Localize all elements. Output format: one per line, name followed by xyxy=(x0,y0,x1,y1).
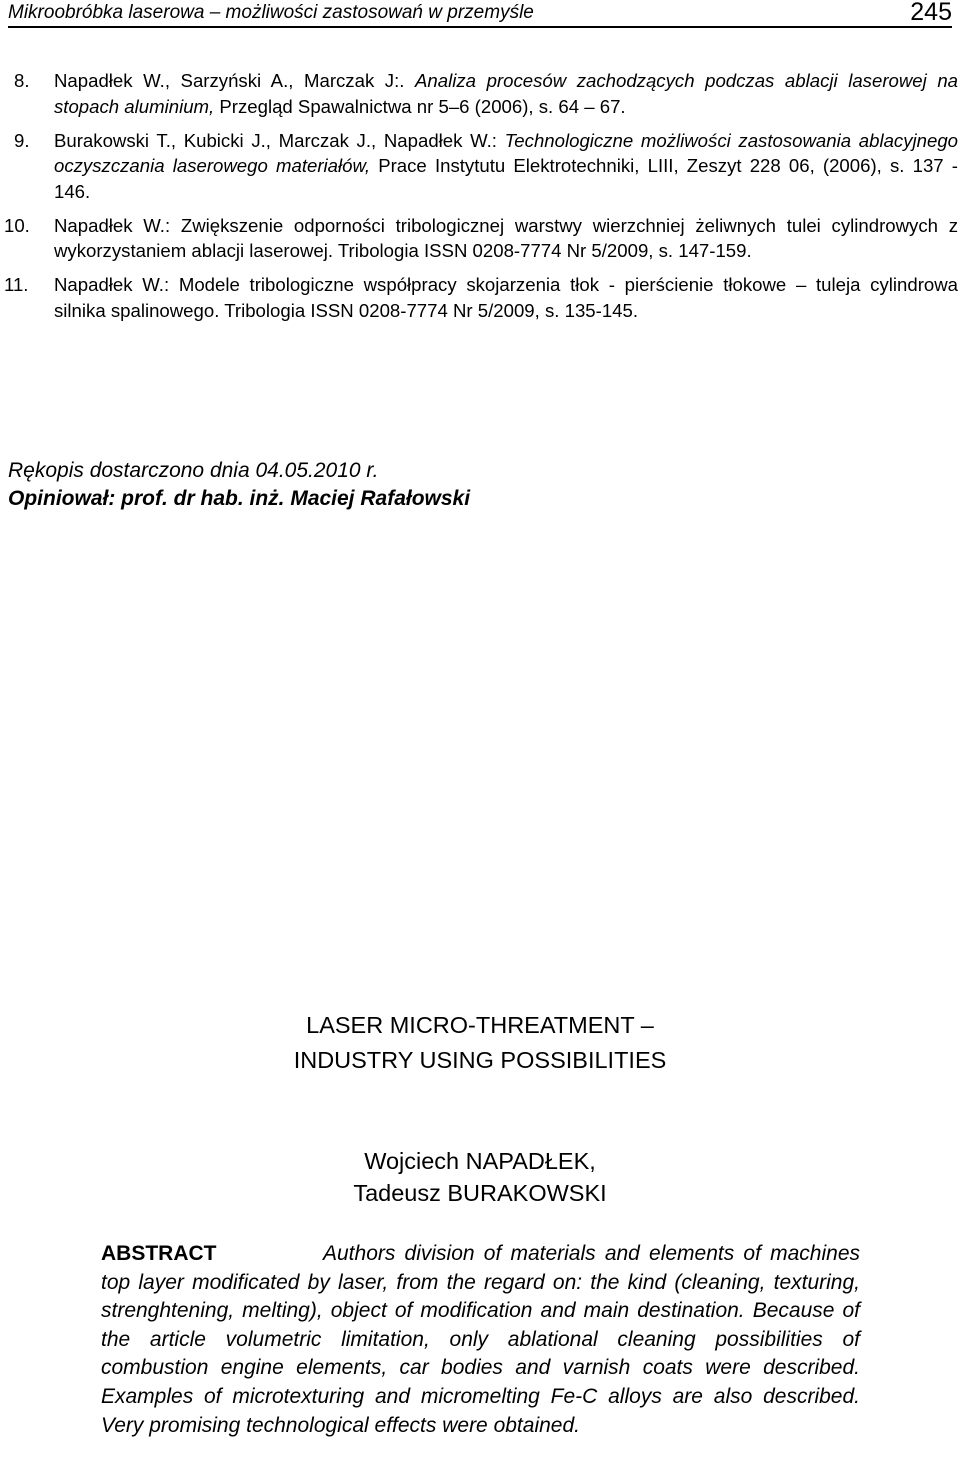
running-header xyxy=(8,0,952,28)
reference-source: Tribologia ISSN 0208-7774 Nr 5/2009, s. 135-145. xyxy=(224,299,639,321)
reference-source: Przegląd Spawalnictwa nr 5–6 (2006), s. 64 – 67. xyxy=(219,95,626,117)
reference-source: Tribologia ISSN 0208-7774 Nr 5/2009, s. 147-159. xyxy=(337,240,752,261)
reference-source: Prace Instytutu Elektrotechniki, LIII, Zeszyt 228 06, (2006), s. 137 - 146. xyxy=(54,155,958,202)
reference-authors: Napadłek W.: xyxy=(54,274,170,295)
reference-item xyxy=(14,68,958,119)
reference-authors: Burakowski T., Kubicki J., Marczak J., Napadłek W.: xyxy=(54,129,497,151)
reference-number: 11. xyxy=(4,274,29,295)
english-title-line: LASER MICRO-THREATMENT – xyxy=(306,1012,654,1038)
author-name: Tadeusz BURAKOWSKI xyxy=(353,1180,607,1206)
author-block xyxy=(0,1145,960,1209)
english-title xyxy=(0,1008,960,1078)
reference-title: Modele tribologiczne współpracy skojarzenia tłok - pierścienie tłokowe – tuleja cylindrowa silnika spalinowego. xyxy=(54,274,958,321)
page-number: 245 xyxy=(910,0,952,26)
english-title-line: INDUSTRY USING POSSIBILITIES xyxy=(293,1047,667,1073)
reference-authors: Napadłek W., Sarzyński A., Marczak J:. xyxy=(54,70,405,91)
reference-item xyxy=(4,213,958,264)
reference-number: 8. xyxy=(14,70,30,91)
reference-list xyxy=(4,68,958,332)
abstract xyxy=(101,1240,860,1440)
running-title: Mikroobróbka laserowa – możliwości zastosowań w przemyśle xyxy=(8,2,534,23)
abstract-text: Authors division of materials and elements of machines top layer modificated by laser, from the regard on: the kind (cleaning, texturing, strenghtening, melting), object of modification and main destination. Because of the article volumetric limitation, only ablational cleaning possibilities of combustion engine elements, car bodies and varnish coats were described. Examples of microtexturing and micromelting Fe-C alloys are also described. Very promising technological effects were obtained. xyxy=(101,1242,860,1437)
manuscript-received-note: Rękopis dostarczono dnia 04.05.2010 r. xyxy=(8,459,379,482)
reference-authors: Napadłek W.: xyxy=(54,214,171,236)
author-name: Wojciech NAPADŁEK, xyxy=(364,1148,596,1174)
reference-title: Technologiczne możliwości zastosowania ablacyjnego oczyszczania laserowego materiałów, xyxy=(54,129,958,176)
abstract-label: ABSTRACT xyxy=(101,1242,217,1265)
reference-title: Analiza procesów zachodzących podczas ablacji laserowej na stopach aluminium, xyxy=(54,70,958,117)
reference-item xyxy=(4,272,958,323)
reference-number: 9. xyxy=(14,129,30,151)
reference-number: 10. xyxy=(4,214,30,236)
reviewer-note: Opiniował: prof. dr hab. inż. Maciej Rafałowski xyxy=(8,487,471,510)
reference-title: Zwiększenie odporności tribologicznej warstwy wierzchniej żeliwnych tulei cylindrowych z wykorzystaniem ablacji laserowej. xyxy=(54,214,958,261)
reference-item xyxy=(14,128,958,205)
